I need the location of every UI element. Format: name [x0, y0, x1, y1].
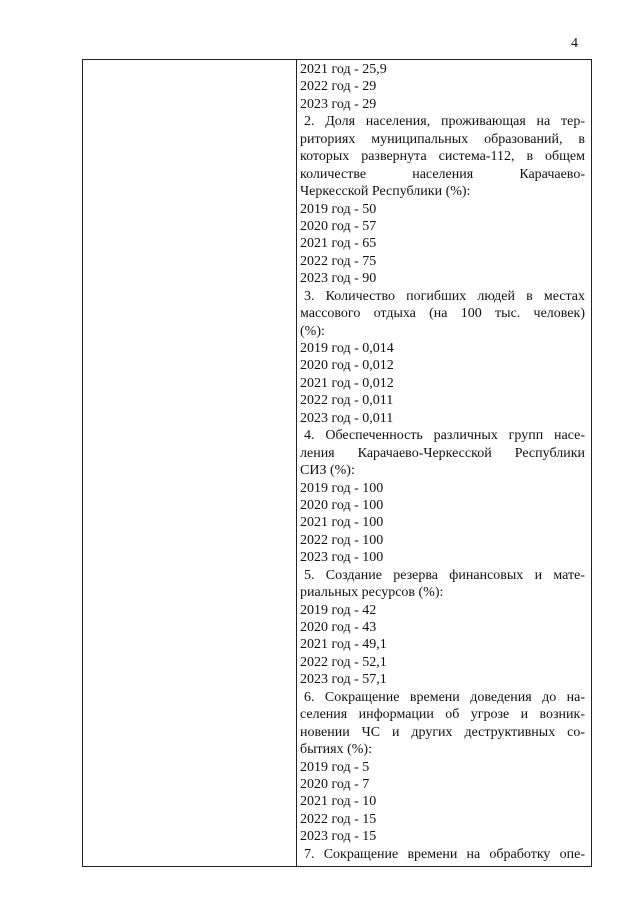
text-line: 2023 год - 90 [300, 271, 377, 287]
column-divider [296, 60, 297, 866]
text-line: Черкесской Республики (%): [300, 184, 471, 200]
text-line: 2020 год - 0,012 [300, 358, 394, 374]
text-line: 2020 год - 43 [300, 620, 377, 635]
text-line: 2023 год - 0,011 [300, 410, 394, 426]
text-line: 2019 год - 50 [300, 201, 377, 217]
text-line: 2020 год - 100 [300, 497, 384, 513]
text-line: 2021 год - 100 [300, 515, 384, 531]
text-line: 2019 год - 0,014 [300, 341, 394, 356]
text-line: количестве населения Карачаево- [300, 166, 585, 182]
text-line: 2021 год - 65 [300, 236, 377, 252]
text-line: 2022 год - 15 [300, 811, 377, 827]
text-line: 2022 год - 29 [300, 79, 377, 95]
text-line: риториях муниципальных образований, в [300, 131, 585, 147]
text-line: 4. Обеспеченность различных групп насе- [304, 428, 585, 444]
table-right-cell [300, 61, 585, 863]
text-line: 2022 год - 75 [300, 253, 377, 269]
text-line: СИЗ (%): [300, 463, 355, 479]
text-line: 2022 год - 0,011 [300, 393, 394, 409]
indicator-table [82, 59, 592, 867]
text-line: 2023 год - 15 [300, 829, 377, 845]
text-line: 2021 год - 0,012 [300, 375, 394, 391]
text-line: 2023 год - 57,1 [300, 672, 387, 688]
text-line: 2021 год - 10 [300, 794, 377, 810]
text-line: 5. Создание резерва финансовых и мате- [304, 567, 585, 583]
text-line: 2019 год - 42 [300, 602, 377, 618]
text-line: 2019 год - 5 [300, 759, 370, 775]
text-line: 2023 год - 29 [300, 96, 377, 112]
text-line: 2. Доля населения, проживающая на тер- [304, 114, 585, 130]
page-number: 4 [571, 36, 578, 51]
text-line: бытиях (%): [300, 742, 372, 758]
text-line: 2023 год - 100 [300, 550, 384, 566]
text-line: 2020 год - 57 [300, 218, 377, 234]
text-line: 2021 год - 49,1 [300, 637, 387, 653]
text-line: 6. Сокращение времени доведения до на- [304, 689, 585, 705]
table-left-cell [83, 60, 297, 866]
text-line: 2021 год - 25,9 [300, 62, 387, 77]
text-line: 2019 год - 100 [300, 480, 384, 496]
text-line: которых развернута система-112, в общем [300, 149, 585, 165]
text-line: 7. Сокращение времени на обработку опе- [304, 846, 585, 862]
text-line: 3. Количество погибших людей в местах [304, 288, 585, 304]
text-line: селения информации об угрозе и возник- [300, 707, 585, 723]
text-line: 2022 год - 100 [300, 532, 384, 548]
text-line: новении ЧС и других деструктивных со- [300, 724, 585, 740]
text-line: ления Карачаево-Черкесской Республики [300, 445, 585, 461]
text-line: риальных ресурсов (%): [300, 585, 444, 601]
text-line: массового отдыха (на 100 тыс. человек) [300, 306, 585, 322]
text-line: (%): [300, 323, 325, 339]
text-line: 2020 год - 7 [300, 776, 370, 792]
text-line: 2022 год - 52,1 [300, 654, 387, 670]
